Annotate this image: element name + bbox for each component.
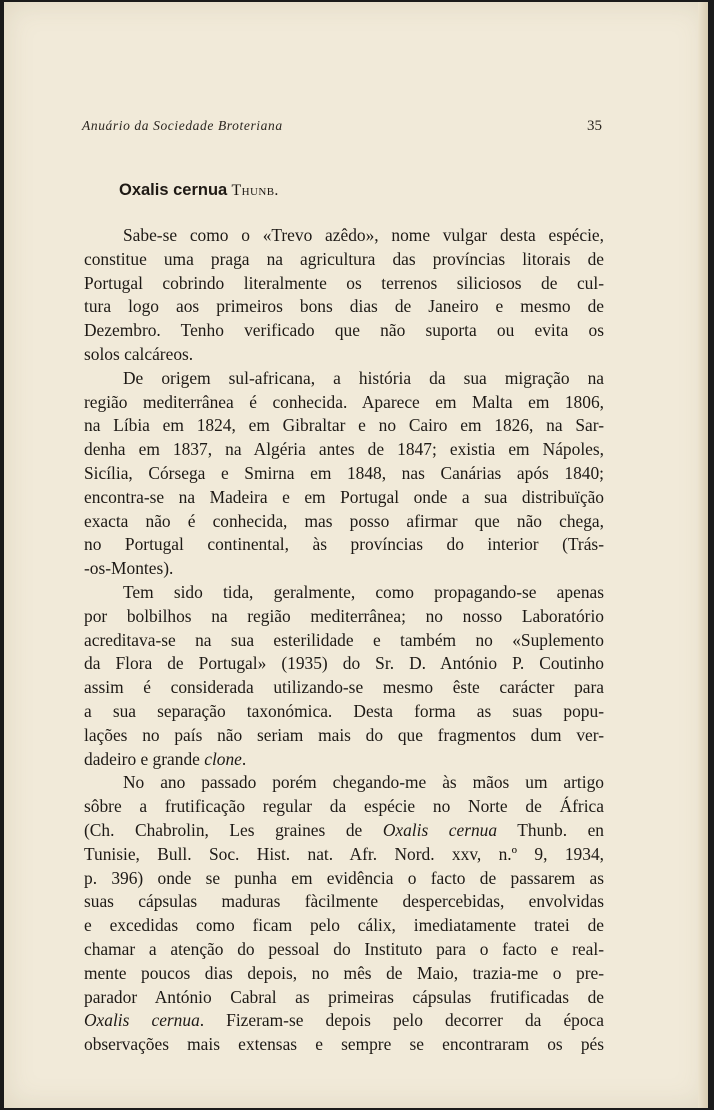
text-line: por bolbilhos na região mediterrânea; no nosso Laboratório	[84, 605, 604, 626]
species-author: Thunb.	[231, 182, 279, 199]
text-line: da Flora de Portugal» (1935) do Sr. D. António P. Coutinho	[84, 653, 604, 674]
text-line: na Líbia em 1824, em Gibraltar e no Cairo em 1826, na Sar-	[84, 415, 604, 436]
text-line: p. 396) onde se punha em evidência o facto de passarem as	[84, 867, 604, 888]
page-number: 35	[587, 118, 602, 134]
text-line: Tem sido tida, geralmente, como propagando-se apenas	[123, 581, 604, 602]
text-line: denha em 1837, na Algéria antes de 1847; existia em Nápoles,	[84, 439, 604, 460]
text-line: e excedidas como ficam pelo cálix, imediatamente tratei de	[84, 915, 604, 936]
text-line: Portugal cobrindo literalmente os terrenos siliciosos de cul-	[84, 272, 604, 293]
text-line: assim é considerada utilizando-se mesmo êste carácter para	[84, 677, 604, 698]
text-line: tura logo aos primeiros bons dias de Janeiro e mesmo de	[84, 296, 604, 317]
text-line: suas cápsulas maduras fàcilmente despercebidas, envolvidas	[84, 891, 604, 912]
text-line: Dezembro. Tenho verificado que não suporta ou evita os	[84, 320, 604, 341]
book-page	[4, 2, 708, 1108]
text-line: De origem sul-africana, a história da sua migração na	[123, 367, 604, 388]
text-line: encontra-se na Madeira e em Portugal onde a sua distribuïção	[84, 486, 604, 507]
text-line: exacta não é conhecida, mas posso afirmar que não chega,	[84, 510, 604, 531]
text-line: Oxalis cernua. Fizeram-se depois pelo decorrer da época	[84, 1010, 604, 1031]
species-name: Oxalis cernua	[119, 181, 228, 199]
running-header	[82, 116, 602, 138]
body-text	[84, 224, 604, 1057]
page-edge-shadow	[698, 2, 708, 1108]
text-line: Sabe-se como o «Trevo azêdo», nome vulgar desta espécie,	[123, 225, 604, 245]
text-line: sôbre a frutificação regular da espécie no Norte de África	[84, 796, 604, 817]
text-line: (Ch. Chabrolin, Les graines de Oxalis cernua Thunb. en	[84, 819, 604, 840]
text-line: mente poucos dias depois, no mês de Maio, trazia-me o pre-	[84, 962, 604, 983]
text-line: -os-Montes).	[84, 558, 174, 579]
text-line: no Portugal continental, às províncias do interior (Trás-	[84, 534, 604, 555]
text-line: Tunisie, Bull. Soc. Hist. nat. Afr. Nord. xxv, n.º 9, 1934,	[84, 843, 604, 864]
text-line: chamar a atenção do pessoal do Instituto para o facto e real-	[84, 938, 604, 959]
text-line: a sua separação taxonómica. Desta forma as suas popu-	[84, 700, 604, 721]
text-line: No ano passado porém chegando-me às mãos um artigo	[123, 772, 604, 793]
text-line: observações mais extensas e sempre se encontraram os pés	[84, 1034, 604, 1055]
text-line: constitue uma praga na agricultura das províncias litorais de	[84, 248, 604, 269]
text-line: acreditava-se na sua esterilidade e também no «Suplemento	[84, 629, 604, 650]
text-line: Sicília, Córsega e Smirna em 1848, nas Canárias após 1840;	[84, 462, 604, 483]
species-heading	[119, 180, 279, 200]
text-line: região mediterrânea é conhecida. Aparece em Malta em 1806,	[84, 391, 604, 412]
text-line: parador António Cabral as primeiras cápsulas frutificadas de	[84, 986, 604, 1007]
journal-title: Anuário da Sociedade Broteriana	[82, 118, 283, 133]
text-line: lações no país não seriam mais do que fragmentos dum ver-	[84, 724, 604, 745]
text-line: solos calcáreos.	[84, 343, 194, 364]
text-line: dadeiro e grande clone.	[84, 748, 247, 769]
